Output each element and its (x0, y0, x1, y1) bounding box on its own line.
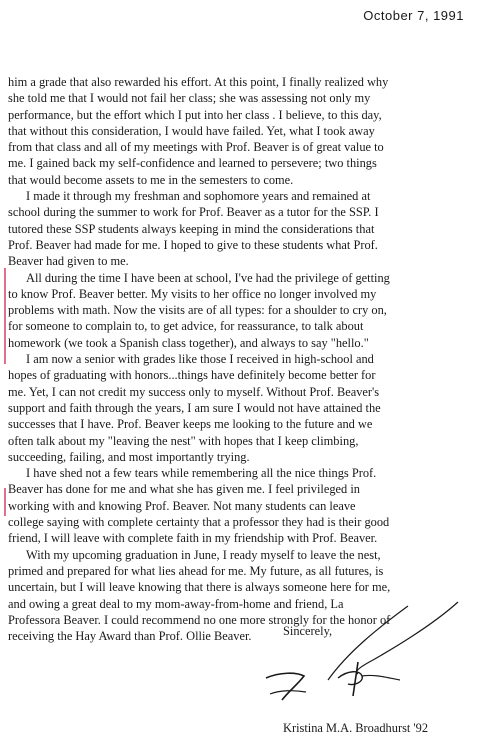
paragraph (8, 351, 490, 465)
text-line: me. I gained back my self-confidence and learned to persevere; two things (8, 156, 377, 171)
text-line: hopes of graduating with honors...things have definitely become better for (8, 368, 376, 383)
letter-body (8, 74, 490, 644)
text-line: With my upcoming graduation in June, I ready myself to leave the nest, (26, 547, 381, 562)
text-line: friend, I will leave with complete faith in my friendship with Prof. Beaver. (8, 531, 378, 546)
text-line: school during the summer to work for Prof. Beaver as a tutor for the SSP. I (8, 205, 379, 220)
text-line: problems with math. Now the visits are of all types: for a shoulder to cry on, (8, 303, 387, 318)
text-line: uncertain, but I will leave knowing that there is always someone here for me, (8, 580, 391, 595)
handwritten-signature (258, 600, 468, 712)
margin-pen-mark (4, 268, 6, 364)
signer-name: Kristina M.A. Broadhurst '92 (283, 721, 429, 735)
text-line: Beaver had given to me. (8, 254, 129, 269)
text-line: that without this consideration, I would have failed. Yet, what I took away (8, 123, 375, 138)
text-line: Beaver has done for me and what she has given me. I feel privileged in (8, 482, 360, 497)
text-line: for someone to complain to, to get advice, for reassurance, to talk about (8, 319, 364, 334)
paragraph (8, 188, 490, 269)
text-line: tutored these SSP students always keeping in mind the considerations that (8, 221, 375, 236)
text-line: performance, but the effort which I put into her class . I believe, to this day, (8, 107, 382, 122)
text-line: support and faith through the years, I am sure I would not have attained the (8, 400, 381, 415)
text-line: homework (we took a Spanish class together), and always to say "hello." (8, 335, 369, 350)
text-line: college saying with complete certainty that a professor they had is their good (8, 515, 390, 530)
text-line: receiving the Hay Award than Prof. Ollie Beaver. (8, 629, 252, 644)
text-line: Professora Beaver. I could recommend no one more strongly for the honor of (8, 612, 391, 627)
margin-pen-mark (4, 488, 6, 516)
text-line: I am now a senior with grades like those I received in high-school and (26, 352, 374, 367)
text-line: All during the time I have been at school, I've had the privilege of getting (26, 270, 390, 285)
closing-salutation: Sincerely, (283, 624, 333, 638)
text-line: that would become assets to me in the semesters to come. (8, 172, 294, 187)
text-line: him a grade that also rewarded his effort. At this point, I finally realized why (8, 75, 389, 89)
text-line: succeeding, failing, and most importantly trying. (8, 449, 250, 464)
paragraph (8, 74, 490, 188)
text-line: Prof. Beaver had made for me. I hoped to give to these students what Prof. (8, 237, 378, 252)
text-line: I have shed not a few tears while remembering all the nice things Prof. (26, 466, 377, 481)
paragraph (8, 270, 490, 351)
text-line: me. Yet, I can not credit my success only to myself. Without Prof. Beaver's (8, 384, 380, 399)
text-line: she told me that I would not fail her class; she was assessing not only my (8, 91, 371, 106)
text-line: often talk about my "leaving the nest" with hopes that I keep climbing, (8, 433, 359, 448)
text-line: primed and prepared for what lies ahead for me. My future, as all futures, is (8, 563, 384, 578)
paragraph (8, 465, 490, 546)
text-line: to know Prof. Beaver better. My visits to her office no longer involved my (8, 286, 377, 301)
text-line: and owing a great deal to my mom-away-from-home and friend, La (8, 596, 344, 611)
text-line: working with and knowing Prof. Beaver. Not many students can leave (8, 498, 356, 513)
text-line: successes that I have. Prof. Beaver keeps me looking to the future and we (8, 417, 373, 432)
letter-date: October 7, 1991 (363, 8, 464, 23)
text-line: I made it through my freshman and sophomore years and remained at (26, 189, 371, 204)
text-line: from that class and all of my meetings with Prof. Beaver is of great value to (8, 140, 384, 155)
